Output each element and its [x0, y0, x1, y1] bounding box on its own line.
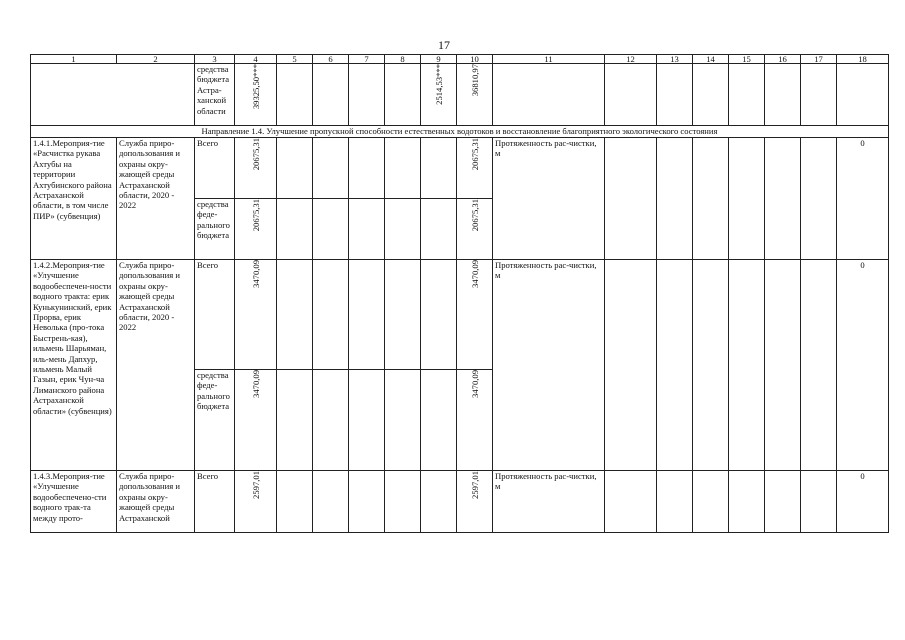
column-number: 13 [657, 55, 693, 64]
amount-col10: 2597,01 [457, 471, 493, 533]
indicator: Протяженность рас-чистки, м [493, 260, 605, 471]
continuation-row [31, 64, 889, 126]
column-number: 4 [235, 55, 277, 64]
indicator-value: 0 [837, 260, 889, 471]
column-numbers-row [31, 55, 889, 64]
indicator: Протяженность рас-чистки, м [493, 471, 605, 533]
amount-col10: 20675,31 [457, 138, 493, 199]
measure-name: 1.4.2.Мероприя-тие «Улучшение водообеспечен-ности водного тракта: ерик Кунькунинский, ерик Прорва, ерик Неволька (про-тока Быстрень-кая), ильмень Шарьяман, иль-мень Дапхур, ильмень Малый Газын, ерик Чун-ча Лиманского района Астраханской области» (субвенция) [31, 260, 117, 471]
funding-label: Всего [195, 260, 235, 370]
column-number: 10 [457, 55, 493, 64]
column-number: 9 [421, 55, 457, 64]
indicator: Протяженность рас-чистки, м [493, 138, 605, 260]
funding-label: Всего [195, 138, 235, 199]
amount-col4: 3470,09 [235, 260, 277, 370]
direction-heading: Направление 1.4. Улучшение пропускной способности естественных водотоков и восстановление благоприятного экологического состояния [31, 126, 889, 138]
indicator-value: 0 [837, 138, 889, 260]
amount-col4: 20675,31 [235, 199, 277, 260]
column-number: 17 [801, 55, 837, 64]
funding-source: средства бюджета Астра-ханской области [195, 64, 235, 126]
column-number: 8 [385, 55, 421, 64]
indicator-value: 0 [837, 471, 889, 533]
funding-label: средства феде-рального бюджета [195, 199, 235, 260]
page-number: 17 [438, 38, 450, 52]
column-number: 12 [605, 55, 657, 64]
column-number: 6 [313, 55, 349, 64]
measure-name: 1.4.3.Мероприя-тие «Улучшение водообеспечено-сти водного трак-та между прото- [31, 471, 117, 533]
measure-name: 1.4.1.Мероприя-тие «Расчистка рукава Ахтубы на территории Ахтубинского района Астраханской области, в том числе ПИР» (субвенция) [31, 138, 117, 260]
amount-col10: 3470,09 [457, 260, 493, 370]
amount-col4: 3470,09 [235, 370, 277, 471]
measure-executor: Служба приро-допользования и охраны окру-жающей среды Астраханской [117, 471, 195, 533]
amount-col9: 2514,53*** [421, 64, 457, 126]
measure-row [31, 138, 889, 199]
amount-col4: 39325,50*** [235, 64, 277, 126]
amount-col10: 3470,09 [457, 370, 493, 471]
direction-row [31, 126, 889, 138]
column-number: 14 [693, 55, 729, 64]
budget-table [30, 54, 889, 533]
column-number: 16 [765, 55, 801, 64]
column-number: 7 [349, 55, 385, 64]
column-number: 3 [195, 55, 235, 64]
empty-cell [31, 64, 195, 126]
measure-executor: Служба приро-допользования и охраны окру-жающей среды Астраханской области, 2020 - 2022 [117, 260, 195, 471]
column-number: 11 [493, 55, 605, 64]
column-number: 1 [31, 55, 117, 64]
amount-col10: 20675,31 [457, 199, 493, 260]
measure-row [31, 260, 889, 370]
amount-col4: 2597,01 [235, 471, 277, 533]
funding-label: средства феде-рального бюджета [195, 370, 235, 471]
amount-col4: 20675,31 [235, 138, 277, 199]
measure-executor: Служба приро-допользования и охраны окру-жающей среды Астраханской области, 2020 - 2022 [117, 138, 195, 260]
amount-col10: 36810,97 [457, 64, 493, 126]
funding-label: Всего [195, 471, 235, 533]
column-number: 5 [277, 55, 313, 64]
column-number: 18 [837, 55, 889, 64]
column-number: 2 [117, 55, 195, 64]
measure-row [31, 471, 889, 533]
column-number: 15 [729, 55, 765, 64]
